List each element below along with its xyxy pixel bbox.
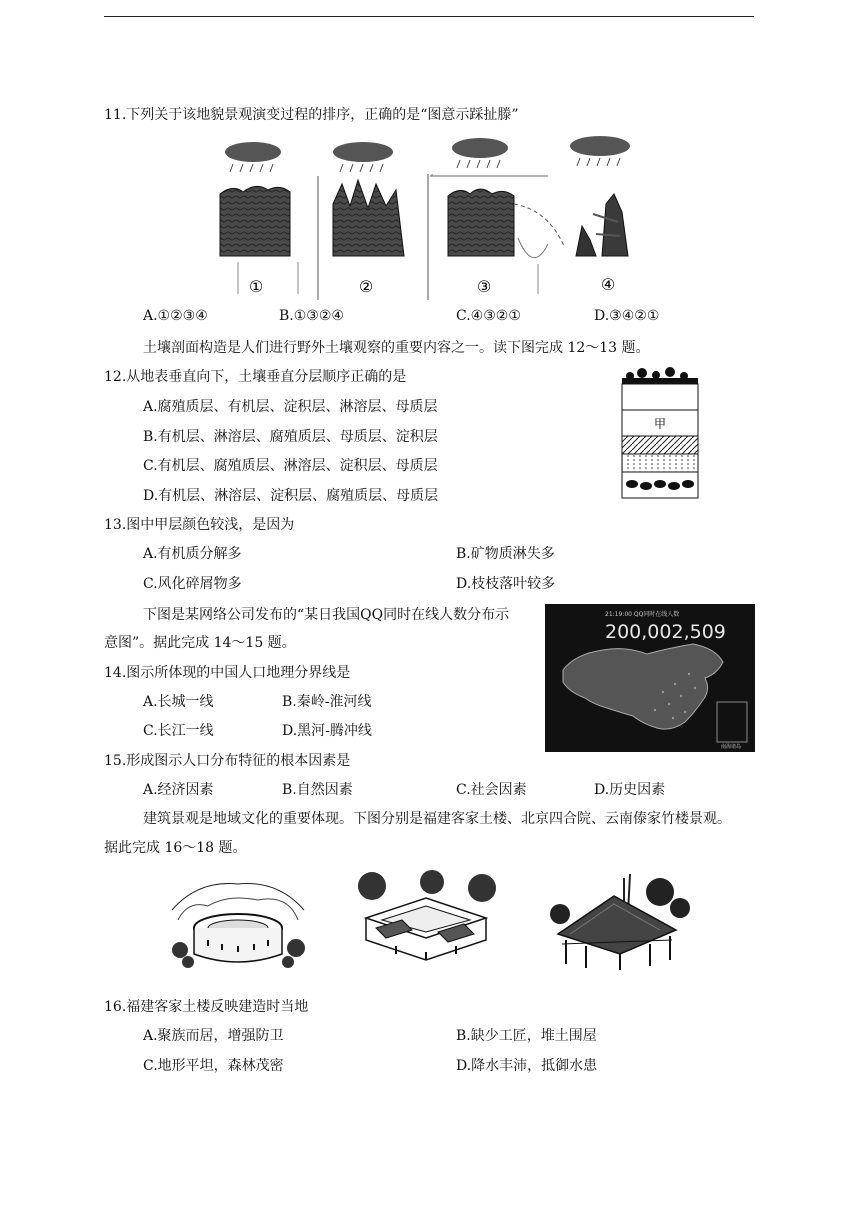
header-rule [104,16,754,17]
q13-option-c: C.风化碎屑物多 [143,576,242,592]
intro-14-15-line2: 意图”。据此完成 14～15 题。 [104,635,296,651]
qq-online-map [545,604,755,752]
q14-option-a: A.长城一线 [143,694,214,710]
block-4 [576,226,596,256]
block-1 [220,186,290,256]
q14-option-c: C.长江一线 [143,723,214,739]
soil-layer-jia-label: 甲 [653,417,667,431]
q16-stem: 16.福建客家土楼反映建造时当地 [104,999,309,1015]
q14-stem: 14.图示所体现的中国人口地理分界线是 [104,665,351,681]
q15-option-a: A.经济因素 [143,782,214,798]
block-2 [333,180,404,256]
q16-option-b: B.缺少工匠，堆土围屋 [456,1028,597,1044]
q13-option-a: A.有机质分解多 [143,546,242,562]
siheyuan-sketch [352,868,500,974]
q16-option-a: A.聚族而居，增强防卫 [143,1028,284,1044]
q13-option-b: B.矿物质淋失多 [456,546,555,562]
south-sea-inset-label: 南海诸岛 [721,744,742,750]
china-outline [563,644,723,729]
intro-12-13: 土壤剖面构造是人们进行野外土壤观察的重要内容之一。读下图完成 12～13 题。 [143,340,650,356]
q13-stem: 13.图中甲层颜色较浅，是因为 [104,517,295,533]
q16-option-d: D.降水丰沛，抵御水患 [456,1058,598,1074]
zhulou-sketch [540,874,690,970]
q11-stem: 11.下列关于该地貌景观演变过程的排序，正确的是“图意示踩扯滕” [104,107,519,123]
q12-option-d: D.有机层、淋溶层、淀积层、腐殖质层、母质层 [143,488,439,504]
q12-option-a: A.腐殖质层、有机层、淀积层、淋溶层、母质层 [143,399,438,415]
q14-option-d: D.黑河-腾冲线 [282,723,372,739]
q16-option-c: C.地形平坦，森林茂密 [143,1058,284,1074]
panel-label-3: ③ [476,277,492,296]
q11-option-d: D.③④②① [594,308,660,324]
soil-profile-figure [620,366,700,500]
q11-option-a: A.①②③④ [143,308,208,324]
landform-evolution-figure [218,134,658,300]
q15-option-d: D.历史因素 [594,782,666,798]
q13-option-d: D.枝枝落叶较多 [456,576,556,592]
q11-option-c: C.④③②① [456,308,521,324]
q15-option-c: C.社会因素 [456,782,527,798]
panel-label-4: ④ [600,275,616,294]
q12-option-c: C.有机层、腐殖质层、淋溶层、淀积层、母质层 [143,458,438,474]
panel-label-2: ② [358,277,374,296]
q15-option-b: B.自然因素 [282,782,353,798]
q11-option-b: B.①③②④ [279,308,344,324]
intro-14-15-line1: 下图是某网络公司发布的“某日我国QQ同时在线人数分布示 [143,607,510,623]
map-timestamp: 21:19:00 QQ同时在线人数 [605,611,680,618]
intro-16-18-line2: 据此完成 16～18 题。 [104,840,247,856]
panel-label-1: ① [248,277,264,296]
q12-stem: 12.从地表垂直向下，土壤垂直分层顺序正确的是 [104,369,407,385]
intro-16-18-line1: 建筑景观是地域文化的重要体现。下图分别是福建客家土楼、北京四合院、云南傣家竹楼景观。 [143,811,731,827]
tulou-sketch [168,870,308,970]
block-3 [448,189,514,256]
q14-option-b: B.秦岭-淮河线 [282,694,372,710]
q15-stem: 15.形成图示人口分布特征的根本因素是 [104,753,351,769]
q12-option-b: B.有机层、淋溶层、腐殖质层、母质层、淀积层 [143,429,438,445]
map-online-count: 200,002,509 [605,621,726,643]
